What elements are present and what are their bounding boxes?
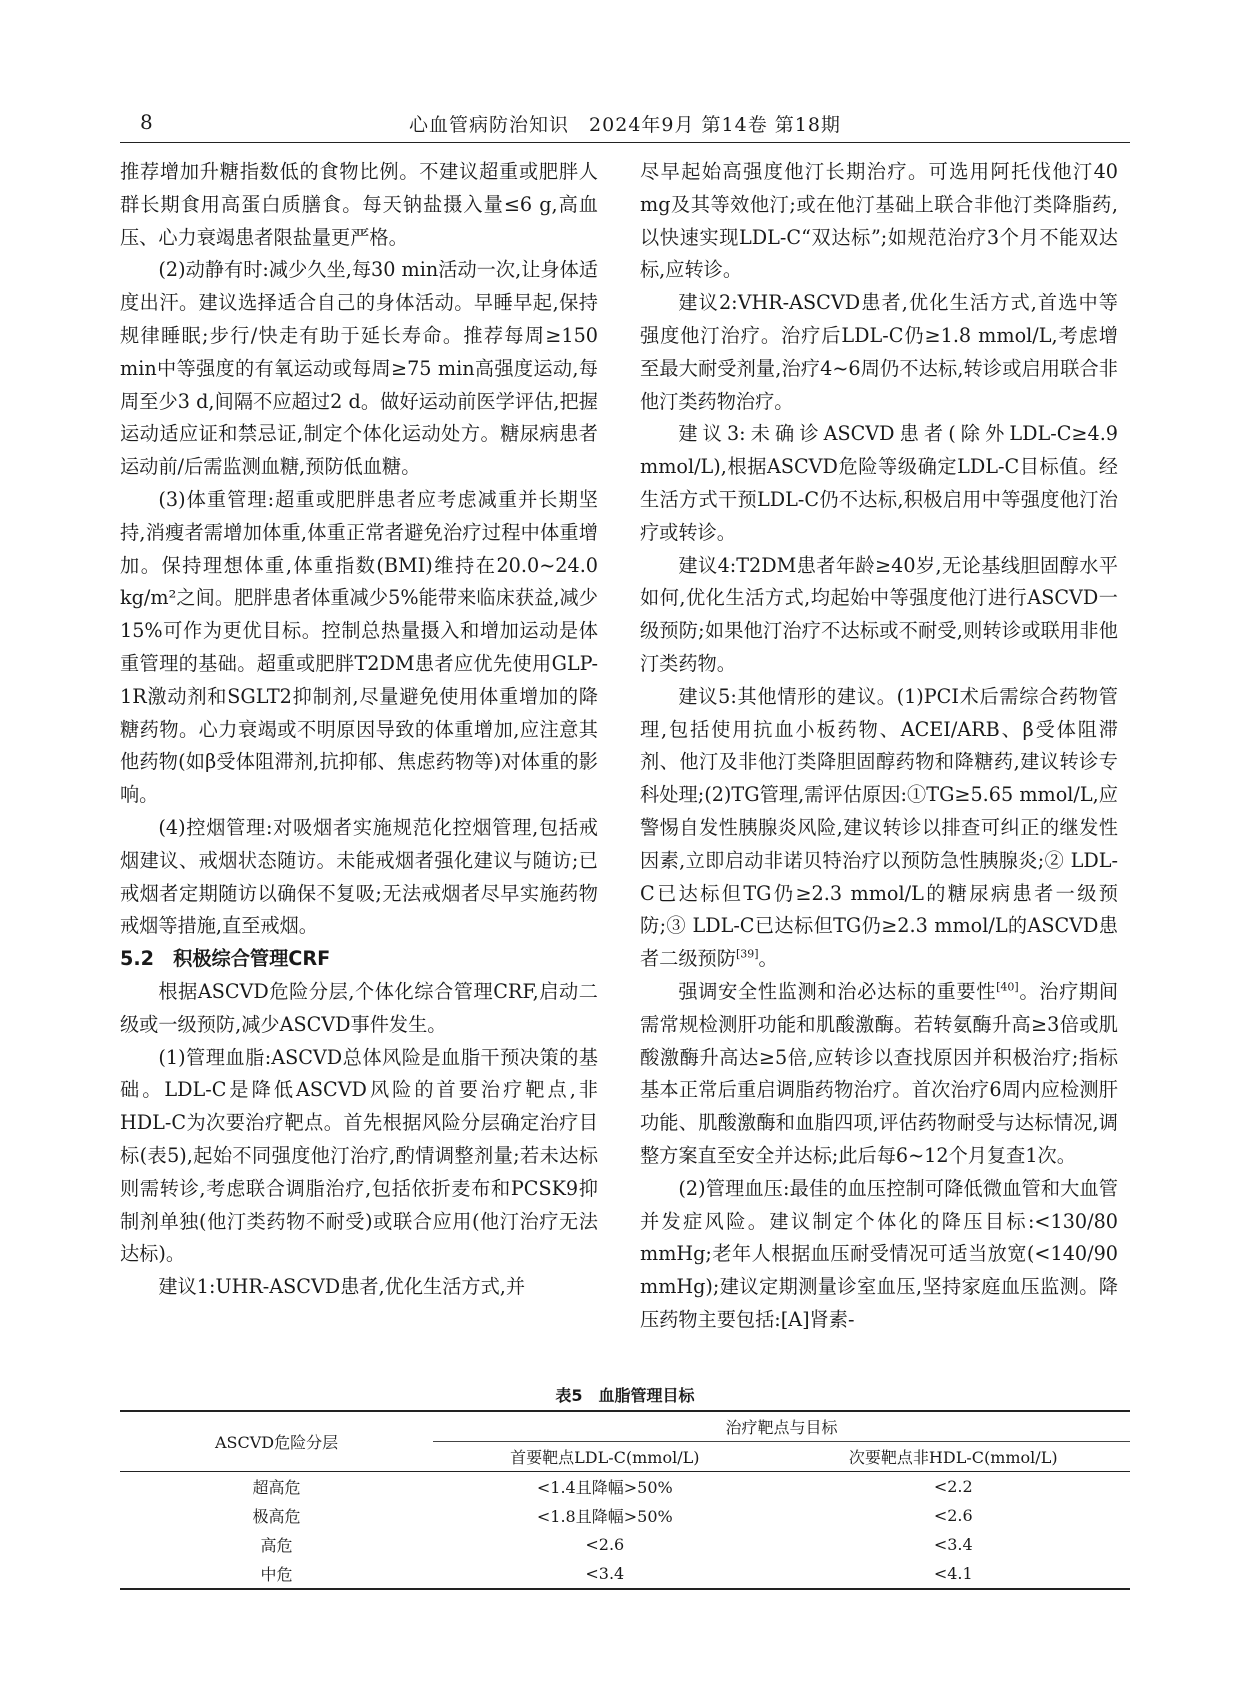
paragraph: 建议4:T2DM患者年龄≥40岁,无论基线胆固醇水平如何,优化生活方式,均起始中等强度他汀进行ASCVD一级预防;如果他汀治疗不达标或不耐受,则转诊或联用非他汀类药物。 (640, 553, 1118, 675)
table-row (120, 1472, 1130, 1502)
paragraph: (2)动静有时:减少久坐,每30 min活动一次,让身体适度出汗。建议选择适合自己的身体活动。早睡早起,保持规律睡眠;步行/快走有助于延长寿命。推荐每周≥150 min中等强度的有氧运动或每周≥75 min高强度运动,每周至少3 d,间隔不应超过2 d。做好运动前医学评估,把握运动适应证和禁忌证,制定个体化运动处方。糖尿病患者运动前/后需监测血糖,预防低血糖。 (120, 258, 598, 479)
table-cell-nonhdl: <3.4 (933, 1535, 973, 1554)
paragraph: 建议2:VHR-ASCVD患者,优化生活方式,首选中等强度他汀治疗。治疗后LDL-C仍≥1.8 mmol/L,考虑增至最大耐受剂量,治疗4~6周仍不达标,转诊或启用联合非他汀类药物治疗。 (640, 291, 1118, 413)
header-group: 治疗靶点与目标 (433, 1411, 1130, 1442)
right-column (640, 156, 1118, 1337)
section-heading: 5.2 积极综合管理CRF (120, 947, 331, 971)
table-cell-level: 超高危 (252, 1478, 301, 1497)
paragraph: (2)管理血压:最佳的血压控制可降低微血管和大血管并发症风险。建议制定个体化的降压目标:<130/80 mmHg;老年人根据血压耐受情况可适当放宽(<140/90 mmHg);建议定期测量诊室血压,坚持家庭血压监测。降压药物主要包括:[A]肾素- (640, 1176, 1118, 1331)
paragraph: 强调安全性监测和治必达标的重要性[40]。治疗期间需常规检测肝功能和肌酸激酶。若转氨酶升高≥3倍或肌酸激酶升高达≥5倍,应转诊以查找原因并积极治疗;指标基本正常后重启调脂药物治疗。首次治疗6周内应检测肝功能、肌酸激酶和血脂四项,评估药物耐受与达标情况,调整方案直至安全并达标;此后每6~12个月复查1次。 (640, 979, 1119, 1167)
paragraph: 建议5:其他情形的建议。(1)PCI术后需综合药物管理,包括使用抗血小板药物、ACEI/ARB、β受体阻滞剂、他汀及非他汀类降胆固醇药物和降糖药,建议转诊专科处理;(2)TG管理,需评估原因:①TG≥5.65 mmol/L,应警惕自发性胰腺炎风险,建议转诊以排查可纠正的继发性因素,立即启动非诺贝特治疗以预防急性胰腺炎;② LDL-C已达标但TG仍≥2.3 mmol/L的糖尿病患者一级预防;③ LDL-C已达标但TG仍≥2.3 mmol/L的ASCVD患者二级预防[39]。 (640, 684, 1118, 971)
header-risk-level: ASCVD危险分层 (120, 1411, 433, 1472)
paragraph: 建议1:UHR-ASCVD患者,优化生活方式,并 (158, 1275, 526, 1299)
paragraph: 根据ASCVD危险分层,个体化综合管理CRF,启动二级或一级预防,减少ASCVD事件发生。 (120, 979, 598, 1036)
table-caption: 表5 血脂管理目标 (555, 1386, 695, 1405)
table-cell-level: 极高危 (252, 1507, 301, 1526)
paragraph: 建议3:未确诊ASCVD患者(除外LDL-C≥4.9 mmol/L),根据ASCVD危险等级确定LDL-C目标值。经生活方式干预LDL-C仍不达标,积极启用中等强度他汀治疗或转诊。 (640, 422, 1118, 544)
table-cell-nonhdl: <4.1 (933, 1564, 973, 1583)
page-header (120, 106, 1130, 143)
paragraph: 推荐增加升糖指数低的食物比例。不建议超重或肥胖人群长期食用高蛋白质膳食。每天钠盐摄入量≤6 g,高血压、心力衰竭患者限盐量更严格。 (120, 160, 598, 249)
table-row (120, 1501, 1130, 1530)
left-column (120, 156, 598, 1304)
table-row (120, 1559, 1130, 1589)
paragraph: 尽早起始高强度他汀长期治疗。可选用阿托伐他汀40 mg及其等效他汀;或在他汀基础上联合非他汀类降脂药,以快速实现LDL-C“双达标”;如规范治疗3个月不能双达标,应转诊。 (640, 160, 1118, 282)
lipid-target-table (120, 1410, 1130, 1590)
table-cell-ldl: <3.4 (585, 1564, 625, 1583)
paragraph: (1)管理血脂:ASCVD总体风险是血脂干预决策的基础。LDL-C是降低ASCVD风险的首要治疗靶点,非HDL-C为次要治疗靶点。首先根据风险分层确定治疗目标(表5),起始不同强度他汀治疗,酌情调整剂量;若未达标则需转诊,考虑联合调脂治疗,包括依折麦布和PCSK9抑制剂单独(他汀类药物不耐受)或联合应用(他汀治疗无法达标)。 (120, 1045, 598, 1266)
journal-title: 心血管病防治知识 2024年9月 第14卷 第18期 (409, 114, 841, 136)
table-cell-ldl: <2.6 (585, 1535, 625, 1554)
table-cell-nonhdl: <2.2 (933, 1477, 973, 1496)
page-number: 8 (140, 110, 153, 134)
paragraph: (4)控烟管理:对吸烟者实施规范化控烟管理,包括戒烟建议、戒烟状态随访。未能戒烟者强化建议与随访;已戒烟者定期随访以确保不复吸;无法戒烟者尽早实施药物戒烟等措施,直至戒烟。 (120, 815, 598, 938)
table-cell-nonhdl: <2.6 (933, 1506, 973, 1525)
table-cell-level: 中危 (260, 1565, 293, 1584)
table-cell-ldl: <1.4且降幅>50% (536, 1478, 673, 1497)
table-cell-ldl: <1.8且降幅>50% (536, 1507, 673, 1526)
table-cell-level: 高危 (260, 1536, 293, 1555)
header-nonhdl: 次要靶点非HDL-C(mmol/L) (776, 1442, 1130, 1472)
header-ldl: 首要靶点LDL-C(mmol/L) (433, 1442, 776, 1472)
paragraph: (3)体重管理:超重或肥胖患者应考虑减重并长期坚持,消瘦者需增加体重,体重正常者避免治疗过程中体重增加。保持理想体重,体重指数(BMI)维持在20.0~24.0 kg/m²之间。肥胖患者体重减少5%能带来临床获益,减少15%可作为更优目标。控制总热量摄入和增加运动是体重管理的基础。超重或肥胖T2DM患者应优先使用GLP-1R激动剂和SGLT2抑制剂,尽量避免使用体重增加的降糖药物。心力衰竭或不明原因导致的体重增加,应注意其他药物(如β受体阻滞剂,抗抑郁、焦虑药物等)对体重的影响。 (120, 487, 598, 807)
table-row (120, 1530, 1130, 1559)
